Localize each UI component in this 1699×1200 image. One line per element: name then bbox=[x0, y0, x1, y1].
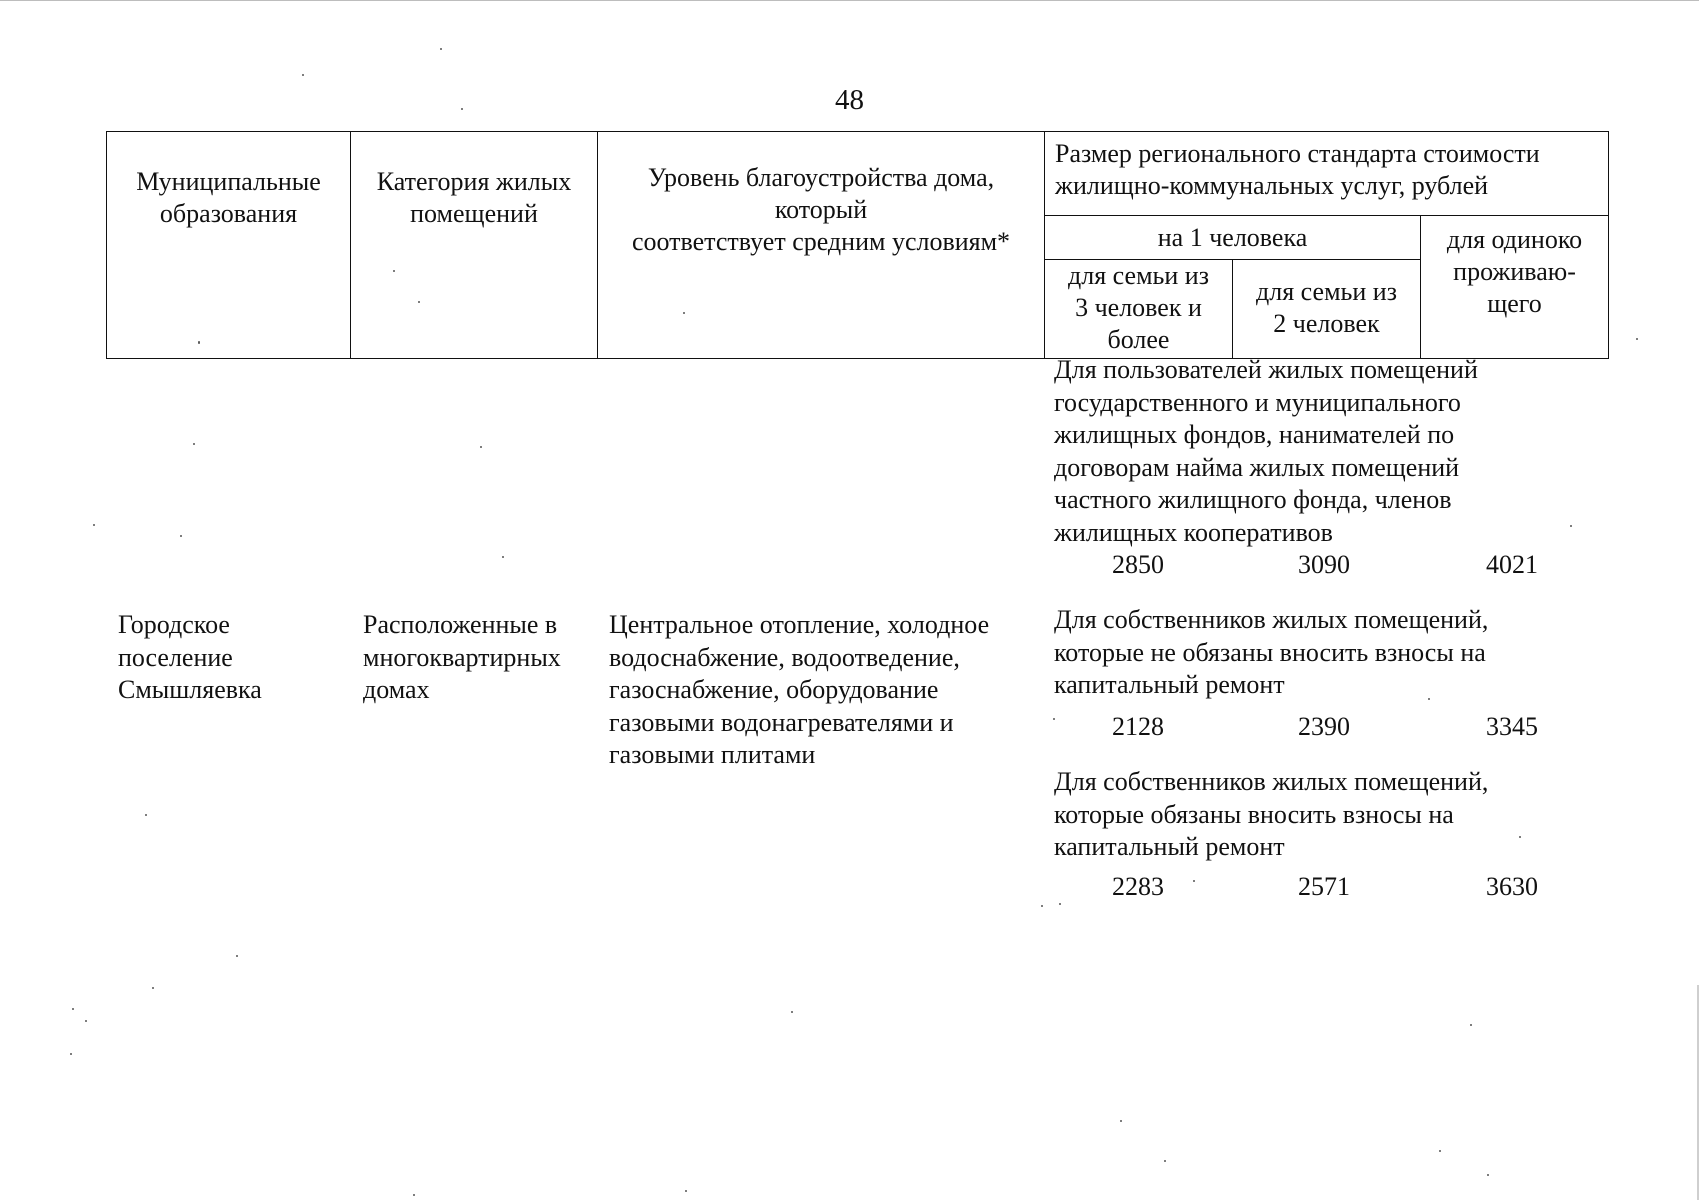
improvement-level: Центральное отопление, холодное водоснабжение, водоотведение, газоснабжение, оборудование газовыми водонагревателями и газовыми плитами bbox=[609, 610, 990, 769]
header-level: Уровень благоустройства дома, который соответствует средним условиям* bbox=[598, 132, 1045, 359]
value-family3: 2283 bbox=[1112, 872, 1164, 901]
value-single: 3345 bbox=[1486, 712, 1538, 741]
group-label-owners-exempt: Для собственников жилых помещений, которые не обязаны вносить взносы на капитальный ремонт bbox=[1054, 605, 1489, 699]
value-family3: 2128 bbox=[1112, 712, 1164, 741]
value-family2: 3090 bbox=[1298, 550, 1350, 579]
group-label-owners-paying: Для собственников жилых помещений, которые обязаны вносить взносы на капитальный ремонт bbox=[1054, 767, 1489, 861]
housing-category: Расположенные в многоквартирных домах bbox=[363, 610, 561, 704]
value-family2: 2571 bbox=[1298, 872, 1350, 901]
value-family2: 2390 bbox=[1298, 712, 1350, 741]
value-family3: 2850 bbox=[1112, 550, 1164, 579]
value-single: 3630 bbox=[1486, 872, 1538, 901]
page-number: 48 bbox=[835, 84, 864, 116]
group-label-tenants: Для пользователей жилых помещений государственного и муниципального жилищных фондов, нанимателей по договорам найма жилых помещений частного жилищного фонда, членов жилищных кооперативов bbox=[1054, 355, 1478, 547]
header-category: Категория жилых помещений bbox=[351, 132, 598, 359]
scan-top-edge bbox=[0, 0, 1699, 1]
header-family-3: для семьи из 3 человек и более bbox=[1045, 260, 1233, 359]
table-header bbox=[106, 131, 1609, 359]
header-per-person: на 1 человека bbox=[1045, 216, 1421, 260]
header-municipality: Муниципальные образования bbox=[107, 132, 351, 359]
header-standard: Размер регионального стандарта стоимости жилищно-коммунальных услуг, рублей bbox=[1045, 132, 1609, 216]
header-single: для одиноко проживаю- щего bbox=[1421, 216, 1609, 359]
header-family-2: для семьи из 2 человек bbox=[1233, 260, 1421, 359]
municipality-name: Городское поселение Смышляевка bbox=[118, 610, 262, 704]
value-single: 4021 bbox=[1486, 550, 1538, 579]
